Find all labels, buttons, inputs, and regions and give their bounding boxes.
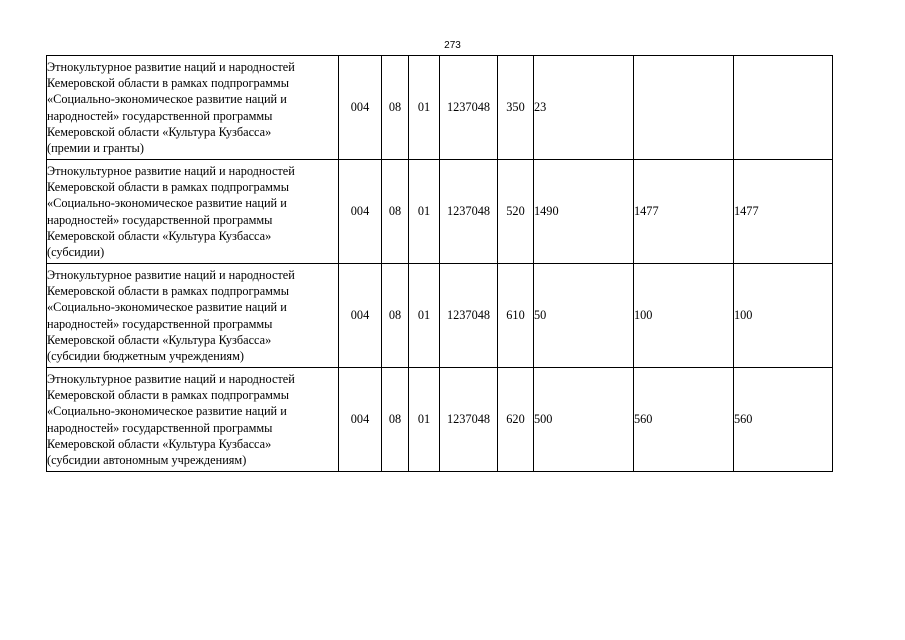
amount-year-1: 50 xyxy=(534,264,634,368)
table-row xyxy=(47,368,833,472)
row-description: Этнокультурное развитие наций и народностей Кемеровской области в рамках подпрограммы «Социально-экономическое развитие наций и народностей» государственной программы Кемеровской области «Культура Кузбасса» (субсидии) xyxy=(47,160,339,264)
amount-year-3: 560 xyxy=(734,368,833,472)
amount-year-1: 1490 xyxy=(534,160,634,264)
subsection-code: 01 xyxy=(409,160,440,264)
amount-year-3 xyxy=(734,56,833,160)
table-row xyxy=(47,56,833,160)
amount-year-1: 23 xyxy=(534,56,634,160)
expense-type-code: 520 xyxy=(498,160,534,264)
amount-year-3: 100 xyxy=(734,264,833,368)
amount-year-2 xyxy=(634,56,734,160)
target-code: 1237048 xyxy=(440,368,498,472)
amount-year-1: 500 xyxy=(534,368,634,472)
expense-type-code: 350 xyxy=(498,56,534,160)
ministry-code: 004 xyxy=(339,56,382,160)
row-description: Этнокультурное развитие наций и народностей Кемеровской области в рамках подпрограммы «Социально-экономическое развитие наций и народностей» государственной программы Кемеровской области «Культура Кузбасса» (премии и гранты) xyxy=(47,56,339,160)
ministry-code: 004 xyxy=(339,368,382,472)
expense-type-code: 620 xyxy=(498,368,534,472)
target-code: 1237048 xyxy=(440,264,498,368)
amount-year-2: 100 xyxy=(634,264,734,368)
table-row xyxy=(47,160,833,264)
section-code: 08 xyxy=(382,160,409,264)
amount-year-2: 560 xyxy=(634,368,734,472)
section-code: 08 xyxy=(382,368,409,472)
row-description: Этнокультурное развитие наций и народностей Кемеровской области в рамках подпрограммы «Социально-экономическое развитие наций и народностей» государственной программы Кемеровской области «Культура Кузбасса» (субсидии автономным учреждениям) xyxy=(47,368,339,472)
subsection-code: 01 xyxy=(409,368,440,472)
ministry-code: 004 xyxy=(339,264,382,368)
ministry-code: 004 xyxy=(339,160,382,264)
subsection-code: 01 xyxy=(409,264,440,368)
table-row xyxy=(47,264,833,368)
row-description: Этнокультурное развитие наций и народностей Кемеровской области в рамках подпрограммы «Социально-экономическое развитие наций и народностей» государственной программы Кемеровской области «Культура Кузбасса» (субсидии бюджетным учреждениям) xyxy=(47,264,339,368)
target-code: 1237048 xyxy=(440,56,498,160)
page-number: 273 xyxy=(444,40,461,51)
budget-table xyxy=(46,55,833,472)
target-code: 1237048 xyxy=(440,160,498,264)
amount-year-2: 1477 xyxy=(634,160,734,264)
section-code: 08 xyxy=(382,56,409,160)
amount-year-3: 1477 xyxy=(734,160,833,264)
section-code: 08 xyxy=(382,264,409,368)
subsection-code: 01 xyxy=(409,56,440,160)
expense-type-code: 610 xyxy=(498,264,534,368)
